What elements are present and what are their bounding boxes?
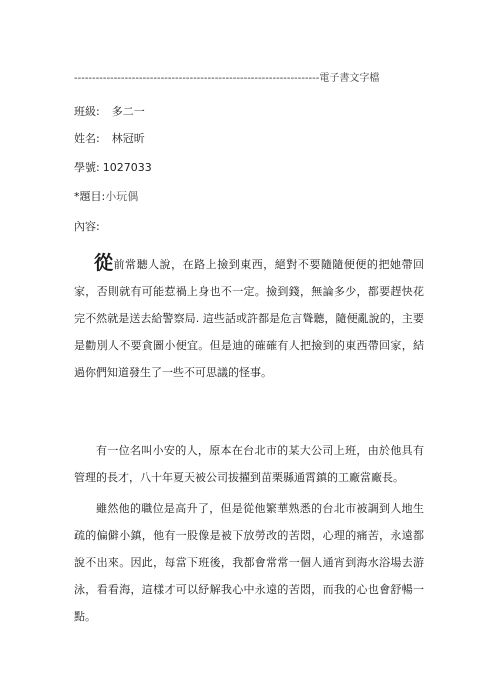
name-value: 林冠昕 — [111, 132, 145, 145]
class-row — [74, 103, 145, 119]
name-row — [74, 130, 145, 146]
content-label: 內容: — [74, 220, 100, 233]
header-rule — [74, 69, 432, 84]
paragraph-1 — [74, 250, 424, 386]
topic-row — [74, 188, 138, 204]
topic-value: 小玩偶 — [105, 190, 139, 203]
class-label: 班級: — [74, 105, 100, 118]
paragraph-1-text: 前常聽人說，在路上撿到東西，絕對不要隨隨便便的把她帶回家，否則就有可能惹禍上身也不一定。撿到錢，無論多少，都要趕快花完不然就是送去給警察局. 這些話或許都是危言聳聽，隨便亂說的，主要是勸別人不要貪圖小便宜。但是迪的確確有人把撿到的東西帶回家，結過你們知道發生了一些不可思議的怪事。 — [74, 258, 424, 379]
student-id-value: 1027033 — [102, 161, 152, 174]
student-id-row — [74, 159, 152, 175]
paragraph-3: 雖然他的職位是高升了，但是從他繁華熟悉的台北市被調到人地生疏的偏僻小鎮，他有一股像是被下放勞改的苦悶，心理的痛苦，永遠都說不出來。因此，每當下班後，我都會常常一個人通宵到海水浴場去游泳，看看海，這樣才可以紓解我心中永遠的苦悶，而我的心也會舒暢一點。 — [74, 502, 424, 623]
topic-label: *題目: — [74, 190, 106, 203]
class-value: 多二一 — [111, 105, 145, 118]
content-label-row — [74, 218, 100, 234]
paragraph-2: 有一位名叫小安的人，原本在台北市的某大公司上班，由於他具有管理的長才，八十年夏天被公司拔擢到苗栗縣通霄鎮的工廠當廠長。 — [74, 444, 424, 484]
name-label: 姓名: — [74, 132, 100, 145]
header-dashes: -------------------------------------------------------------------- — [74, 73, 320, 84]
drop-cap: 從 — [94, 252, 114, 274]
student-id-label: 學號: — [74, 161, 100, 174]
header-tag: 電子書文字檔 — [319, 73, 380, 84]
